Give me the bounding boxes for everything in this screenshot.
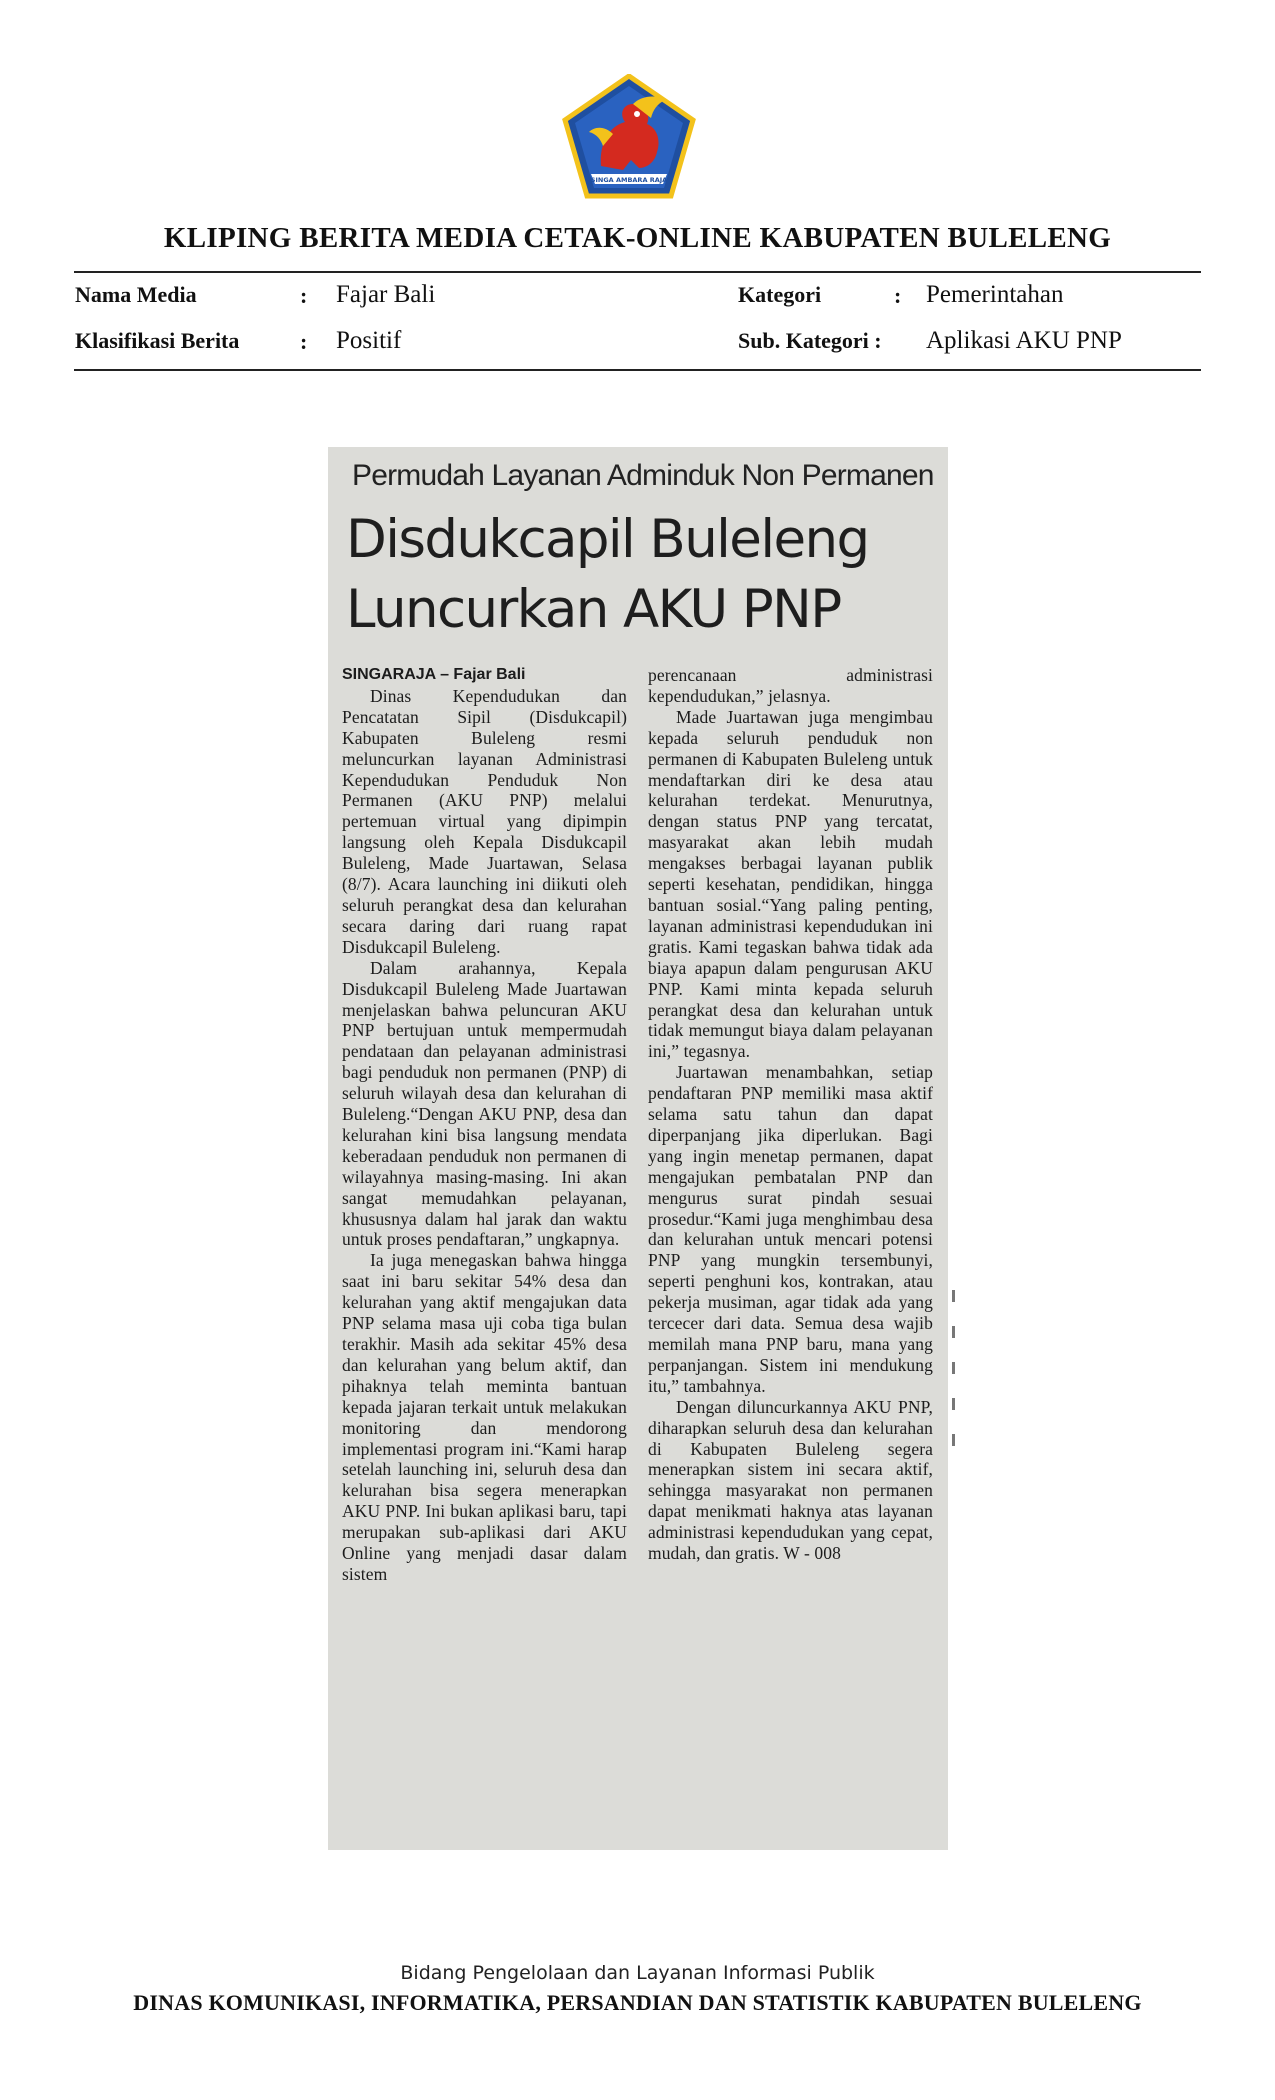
- left-paragraph-1: Dinas Kependudukan dan Pencatatan Sipil (Disdukcapil) Kabupaten Buleleng resmi meluncurkan layanan Administrasi Kependudukan Penduduk Non Permanen (AKU PNP) melalui pertemuan virtual yang dipimpin langsung oleh Kepala Disdukcapil Buleleng, Made Juartawan, Selasa (8/7). Acara launching ini diikuti oleh seluruh perangkat desa dan kelurahan secara daring dari ruang rapat Disdukcapil Buleleng.: [342, 685, 627, 957]
- media-label: Nama Media: [75, 282, 197, 307]
- page-title: KLIPING BERITA MEDIA CETAK-ONLINE KABUPATEN BULELENG: [163, 222, 1112, 254]
- footer-agency: DINAS KOMUNIKASI, INFORMATIKA, PERSANDIAN DAN STATISTIK KABUPATEN BULELENG: [133, 1990, 1142, 2015]
- headline-line-2: Luncurkan AKU PNP: [346, 579, 841, 640]
- clipping-edge-marks: [952, 1290, 956, 1490]
- article-column-left: [342, 665, 627, 1585]
- right-paragraph-3: Juartawan menambahkan, setiap pendaftaran PNP memiliki masa aktif selama satu tahun dan dapat diperpanjang jika diperlukan. Bagi yang ingin menetap permanen, dapat mengajukan pembatalan PNP dan mengurus surat pindah sesuai prosedur.“Kami juga menghimbau desa dan kelurahan untuk mencari potensi PNP yang mungkin tersembunyi, seperti penghuni kos, kontrakan, atau pekerja musiman, agar tidak ada yang tercecer dari data. Semua desa wajib memilah mana PNP baru, mana yang perpanjangan. Sistem ini mendukung itu,” tambahnya.: [648, 1062, 933, 1396]
- left-paragraph-2: Dalam arahannya, Kepala Disdukcapil Buleleng Made Juartawan menjelaskan bahwa peluncuran AKU PNP bertujuan untuk mempermudah pendataan dan pelayanan administrasi bagi penduduk non permanen (PNP) di seluruh wilayah desa dan kelurahan di Buleleng.“Dengan AKU PNP, desa dan kelurahan kini bisa langsung mendata keberadaan penduduk non permanen di wilayahnya masing-masing. Ini akan sangat memudahkan pelayanan, khususnya dalam hal jarak dan waktu untuk proses pendaftaran,” ungkapnya.: [342, 957, 627, 1250]
- klasifikasi-colon: :: [300, 329, 308, 354]
- top-divider: [74, 271, 1201, 273]
- article-kicker: Permudah Layanan Adminduk Non Permanen: [352, 459, 934, 492]
- right-paragraph-4: Dengan diluncurkannya AKU PNP, diharapkan seluruh desa dan kelurahan di Kabupaten Buleleng segera menerapkan sistem ini secara aktif, sehingga masyarakat non permanen dapat menikmati haknya atas layanan administrasi kependudukan yang cepat, mudah, dan gratis. W - 008: [648, 1396, 933, 1564]
- news-clipping: [328, 447, 948, 1850]
- right-paragraph-2: Made Juartawan juga mengimbau kepada seluruh penduduk non permanen di Kabupaten Buleleng untuk mendaftarkan diri ke desa atau kelurahan terdekat. Menurutnya, dengan status PNP yang tercatat, masyarakat akan lebih mudah mengakses berbagai layanan publik seperti kesehatan, pendidikan, hingga bantuan sosial.“Yang paling penting, layanan administrasi kependudukan ini gratis. Kami tegaskan bahwa tidak ada biaya apapun dalam pengurusan AKU PNP. Kami minta kepada seluruh perangkat desa dan kelurahan untuk tidak memungut biaya dalam pelayanan ini,” tegasnya.: [648, 706, 933, 1062]
- article-dateline: SINGARAJA – Fajar Bali: [342, 666, 526, 683]
- article-headline: [346, 505, 936, 645]
- footer-division: Bidang Pengelolaan dan Layanan Informasi Publik: [400, 1962, 875, 1984]
- media-colon: :: [300, 283, 308, 308]
- lion-emblem-icon: [561, 74, 697, 200]
- subkategori-label: Sub. Kategori :: [738, 328, 882, 353]
- klasifikasi-label: Klasifikasi Berita: [75, 328, 240, 353]
- subkategori-value: Aplikasi AKU PNP: [926, 327, 1122, 354]
- article-column-right: [648, 665, 933, 1564]
- right-paragraph-1: perencanaan administrasi kependudukan,” jelasnya.: [648, 665, 933, 706]
- kategori-label: Kategori: [738, 282, 822, 307]
- logo-motto-text: SINGA AMBARA RAJA: [590, 176, 668, 184]
- left-paragraph-3: Ia juga menegaskan bahwa hingga saat ini baru sekitar 54% desa dan kelurahan yang aktif mengajukan data PNP selama masa uji coba tiga bulan terakhir. Masih ada sekitar 45% desa dan kelurahan yang belum aktif, dan pihaknya telah meminta bantuan kepada jajaran terkait untuk melakukan monitoring dan mendorong implementasi program ini.“Kami harap setelah launching ini, seluruh desa dan kelurahan bisa segera menerapkan AKU PNP. Ini bukan aplikasi baru, tapi merupakan sub-aplikasi dari AKU Online yang menjadi dasar dalam sistem: [342, 1250, 627, 1584]
- kategori-value: Pemerintahan: [926, 281, 1064, 308]
- regency-logo: [561, 74, 697, 200]
- kategori-colon: :: [894, 283, 902, 308]
- klasifikasi-value: Positif: [336, 327, 402, 354]
- headline-line-1: Disdukcapil Buleleng: [346, 509, 869, 570]
- media-value: Fajar Bali: [336, 281, 436, 308]
- bottom-divider: [74, 369, 1201, 371]
